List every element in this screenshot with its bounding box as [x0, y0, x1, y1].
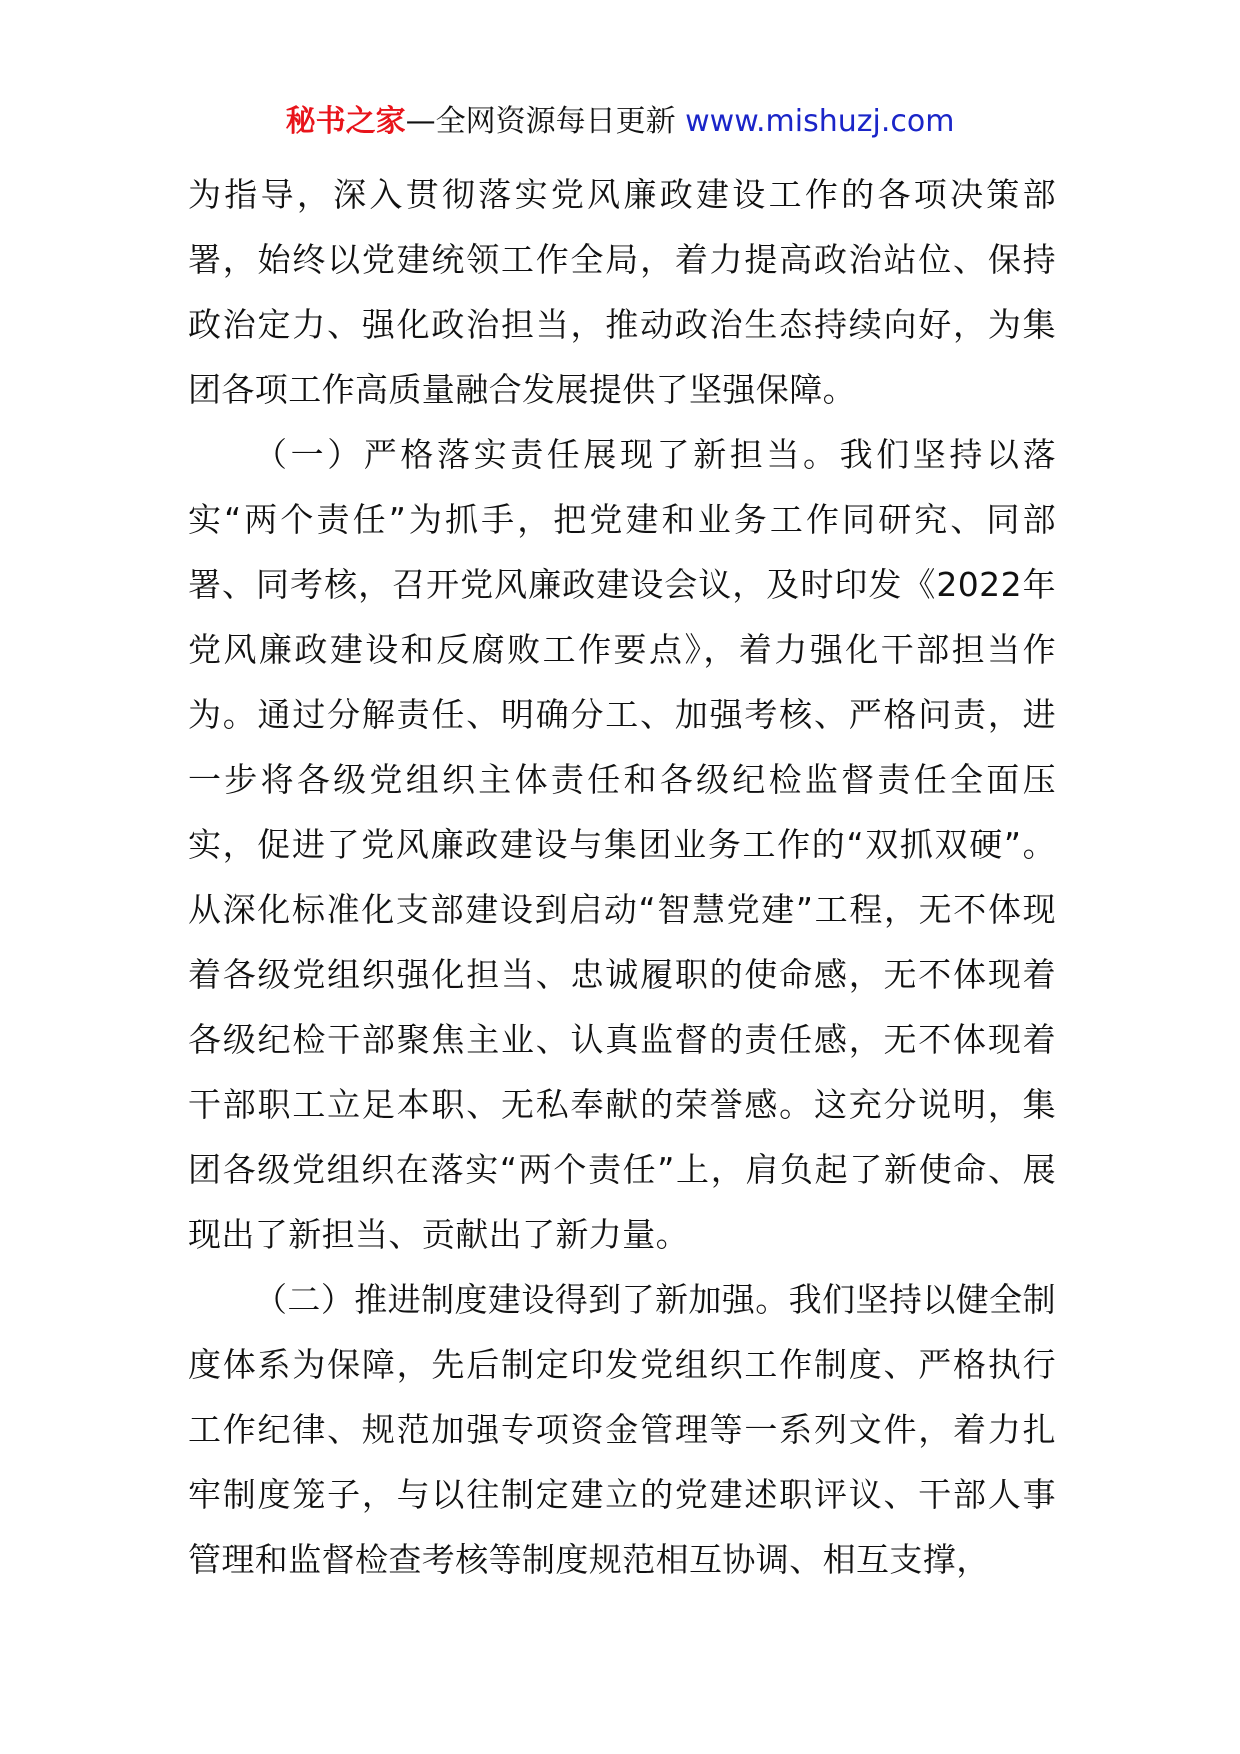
site-url[interactable]: www.mishuzj.com — [685, 104, 955, 139]
site-brand: 秘书之家 — [285, 104, 406, 139]
paragraph-continued: 为指导，深入贯彻落实党风廉政建设工作的各项决策部署，始终以党建统领工作全局，着力提高政治站位、保持政治定力、强化政治担当，推动政治生态持续向好，为集团各项工作高质量融合发展提供了坚强保障。 — [188, 175, 1056, 409]
site-header — [0, 100, 1240, 144]
paragraph-section-2: （二）推进制度建设得到了新加强。我们坚持以健全制度体系为保障，先后制定印发党组织工作制度、严格执行工作纪律、规范加强专项资金管理等一系列文件，着力扎牢制度笼子，与以往制定建立的党建述职评议、干部人事管理和监督检查考核等制度规范相互协调、相互支撑， — [188, 1280, 1056, 1579]
document-body — [188, 162, 1056, 1592]
site-tagline: —全网资源每日更新 — [405, 104, 676, 139]
paragraph-section-1: （一）严格落实责任展现了新担当。我们坚持以落实“两个责任”为抓手，把党建和业务工作同研究、同部署、同考核，召开党风廉政建设会议，及时印发《2022年党风廉政建设和反腐败工作要点》，着力强化干部担当作为。通过分解责任、明确分工、加强考核、严格问责，进一步将各级党组织主体责任和各级纪检监督责任全面压实，促进了党风廉政建设与集团业务工作的“双抓双硬”。从深化标准化支部建设到启动“智慧党建”工程，无不体现着各级党组织强化担当、忠诚履职的使命感，无不体现着各级纪检干部聚焦主业、认真监督的责任感，无不体现着干部职工立足本职、无私奉献的荣誉感。这充分说明，集团各级党组织在落实“两个责任”上，肩负起了新使命、展现出了新担当、贡献出了新力量。 — [188, 435, 1056, 1254]
